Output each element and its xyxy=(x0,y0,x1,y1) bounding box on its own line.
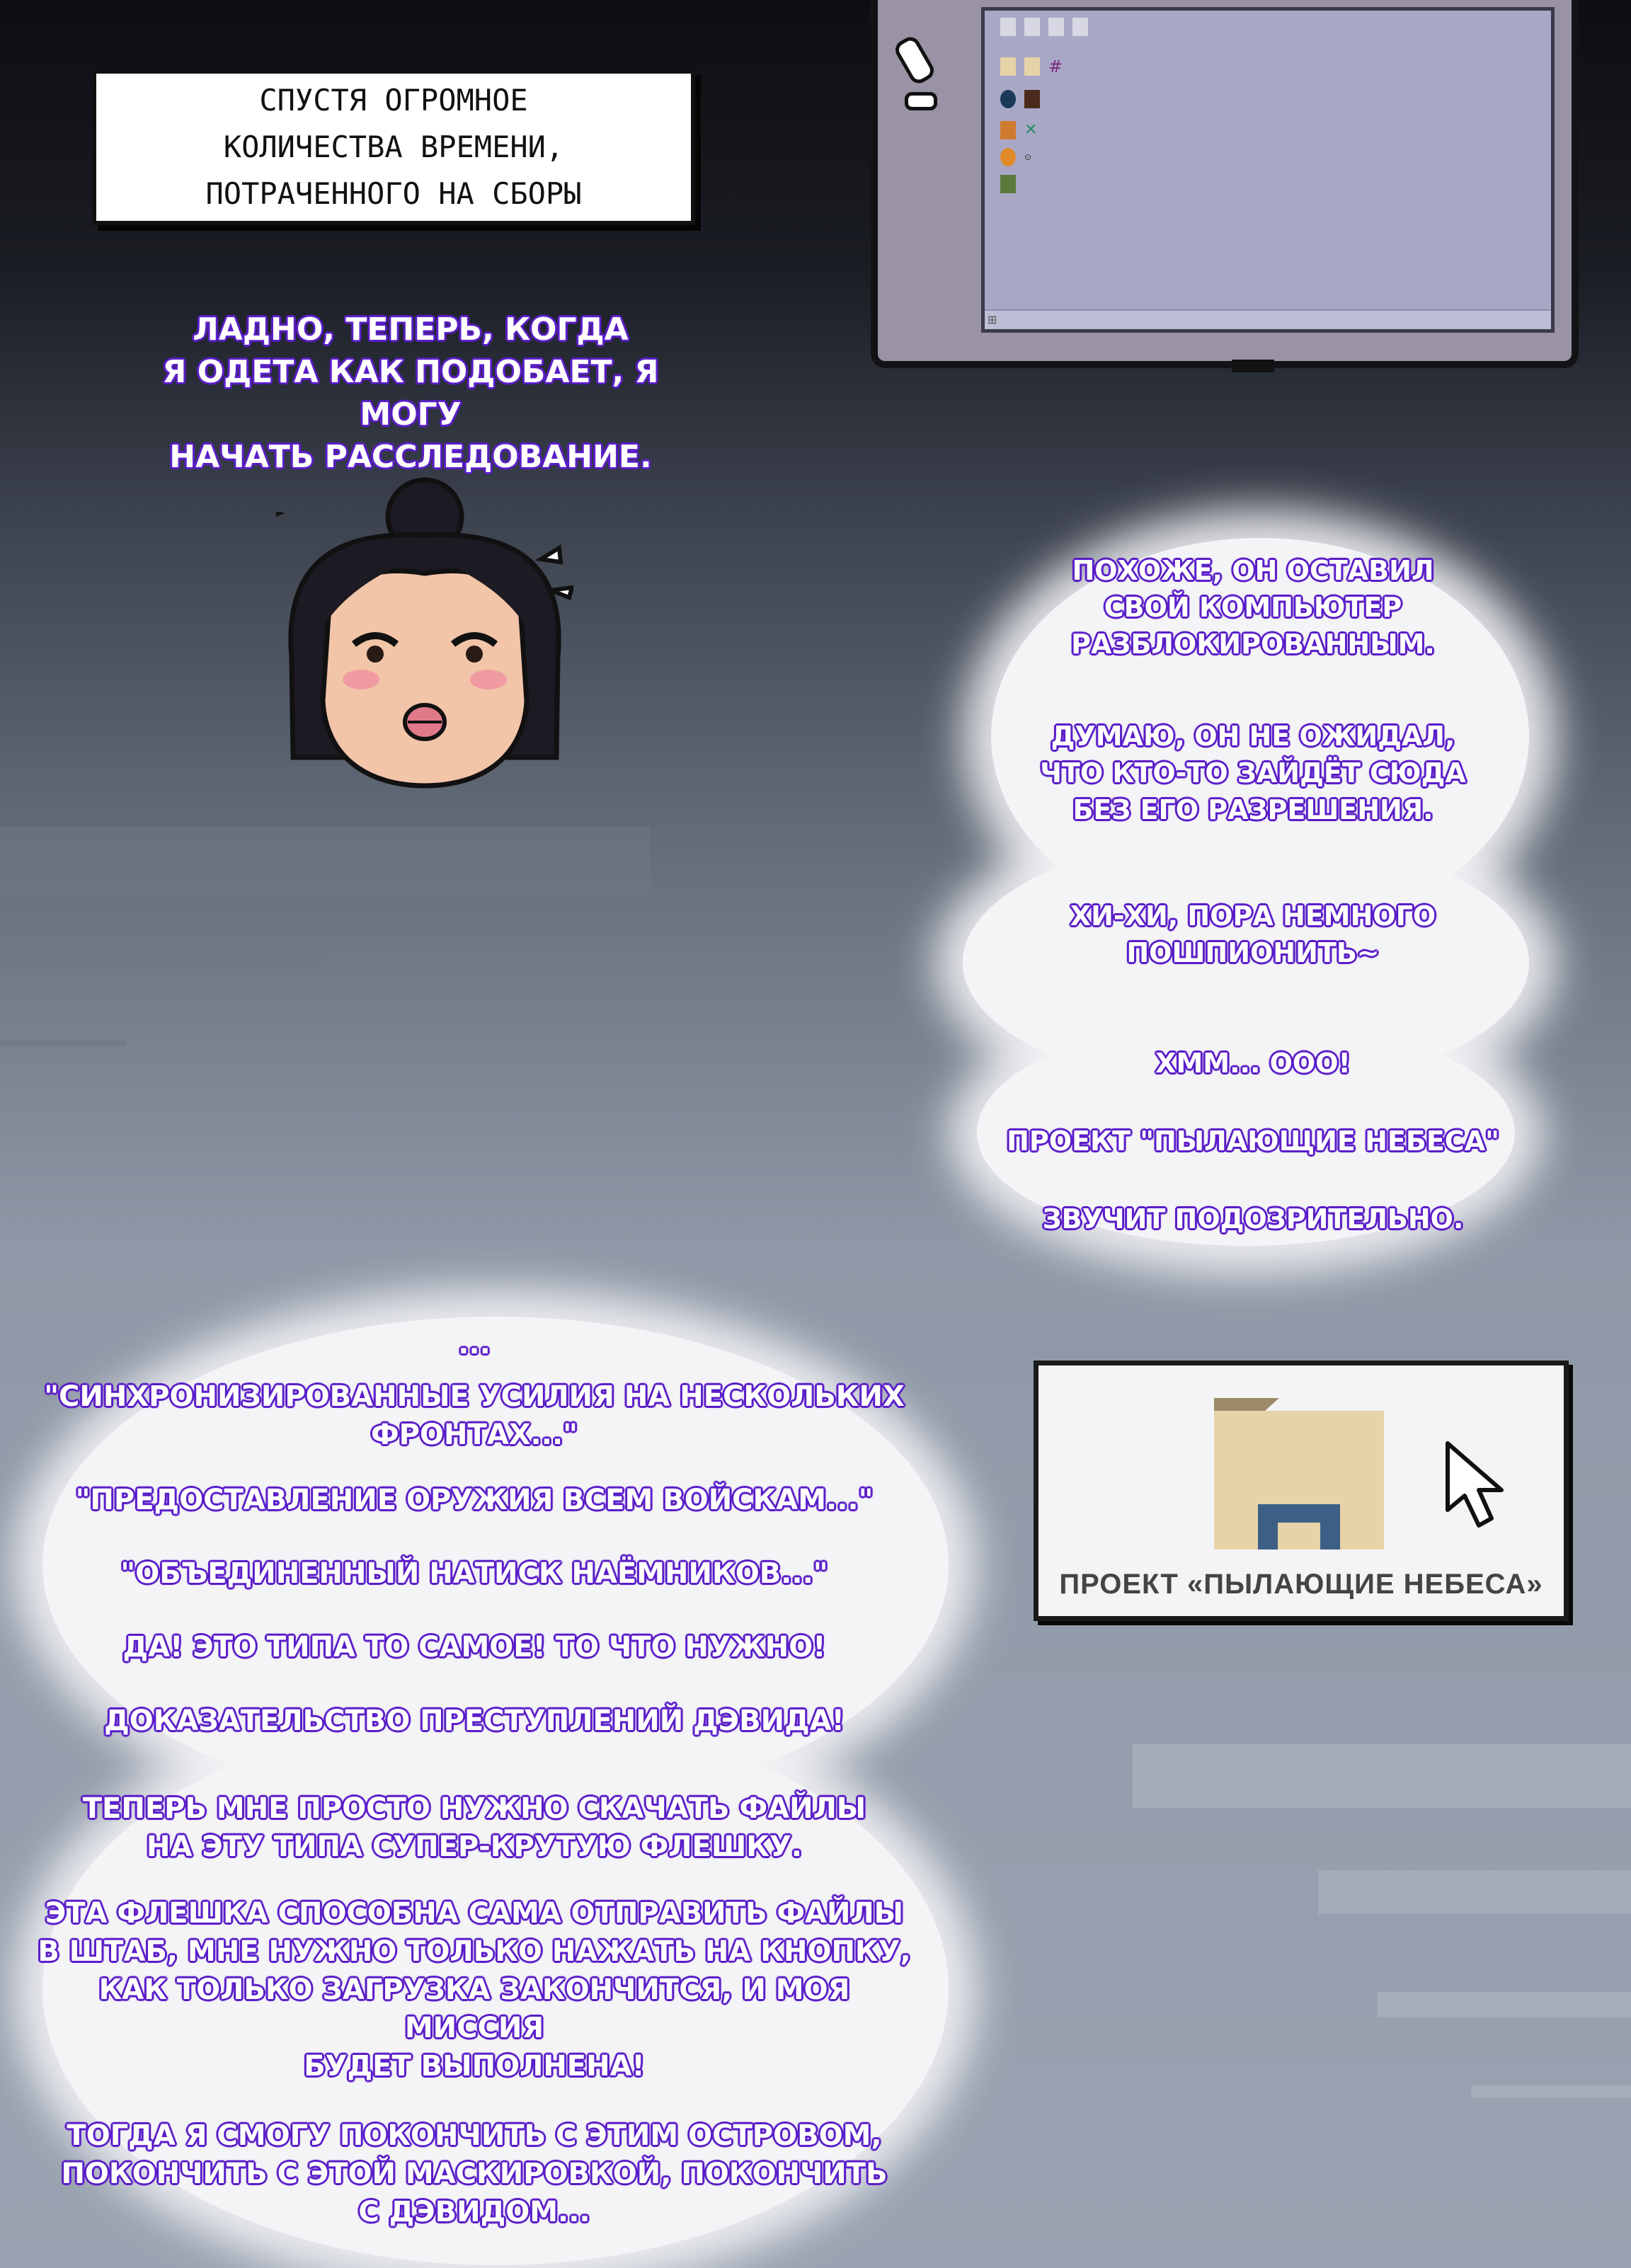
start-icon: ⊞ xyxy=(988,313,997,326)
bg-stripe xyxy=(0,1039,126,1046)
folder-label: ПРОЕКТ «ПЫЛАЮЩИЕ НЕБЕСА» xyxy=(1059,1569,1543,1600)
slack-icon: # xyxy=(1048,57,1063,76)
bg-stripe xyxy=(1471,2085,1631,2098)
bg-stripe xyxy=(1133,1744,1631,1808)
monitor-button xyxy=(905,92,937,110)
left-speech xyxy=(28,1325,920,2231)
character-face xyxy=(276,467,573,793)
speech-line: ПОШПИОНИТЬ~ xyxy=(1126,937,1380,968)
monitor-button xyxy=(892,33,937,86)
taskbar xyxy=(985,309,1551,329)
speech-line: ТЕПЕРЬ МНЕ ПРОСТО НУЖНО СКАЧАТЬ ФАЙЛЫ xyxy=(82,1792,866,1825)
top-speech xyxy=(113,309,708,479)
speech-line: "ОБЪЕДИНЕННЫЙ НАТИСК НАЁМНИКОВ..." xyxy=(120,1557,828,1590)
speech-line: ДУМАЮ, ОН НЕ ОЖИДАЛ, xyxy=(1051,721,1455,752)
narration-caption xyxy=(92,69,695,225)
speech-line: БУДЕТ ВЫПОЛНЕНА! xyxy=(304,2050,645,2083)
folder-card[interactable] xyxy=(1034,1361,1569,1621)
bg-stripe xyxy=(0,827,650,896)
speech-line: ЭТА ФЛЕШКА СПОСОБНА САМА ОТПРАВИТЬ ФАЙЛЫ xyxy=(45,1897,904,1930)
desktop-icon xyxy=(1048,18,1064,36)
speech-line: ПРОЕКТ "ПЫЛАЮЩИЕ НЕБЕСА" xyxy=(1007,1126,1499,1157)
steam-icon xyxy=(1000,90,1016,108)
mouse-pointer-icon xyxy=(1441,1439,1526,1531)
app-icon xyxy=(1000,121,1016,139)
speech-line: ДОКАЗАТЕЛЬСТВО ПРЕСТУПЛЕНИЙ ДЭВИДА! xyxy=(104,1705,845,1737)
bg-stripe xyxy=(1378,1992,1631,2017)
folder-icon[interactable] xyxy=(1208,1398,1392,1554)
speech-line: Я ОДЕТА КАК ПОДОБАЕТ, Я МОГУ xyxy=(162,354,659,433)
game-icon xyxy=(1024,90,1040,108)
speech-line: НА ЭТУ ТИПА СУПЕР-КРУТУЮ ФЛЕШКУ. xyxy=(146,1831,802,1863)
computer-monitor xyxy=(871,0,1579,368)
speech-line: ФРОНТАХ..." xyxy=(371,1419,578,1451)
speech-line: ПОКОНЧИТЬ С ЭТОЙ МАСКИРОВКОЙ, ПОКОНЧИТЬ xyxy=(61,2158,888,2190)
desktop-icon xyxy=(1024,18,1040,36)
speech-line: "ПРЕДОСТАВЛЕНИЕ ОРУЖИЯ ВСЕМ ВОЙСКАМ..." xyxy=(75,1484,874,1516)
folder-icon xyxy=(1024,57,1040,76)
bg-stripe xyxy=(0,949,321,968)
bg-stripe xyxy=(1318,1870,1631,1914)
skull-icon: ✕ xyxy=(1024,121,1038,139)
speech-line: БЕЗ ЕГО РАЗРЕШЕНИЯ. xyxy=(1072,794,1433,825)
speech-line: С ДЭВИДОМ... xyxy=(358,2196,590,2228)
monitor-stand xyxy=(1232,360,1274,372)
speech-line: ДА! ЭТО ТИПА ТО САМОЕ! ТО ЧТО НУЖНО! xyxy=(122,1631,826,1663)
speech-line: РАЗБЛОКИРОВАННЫМ. xyxy=(1071,629,1435,660)
speech-line: НАЧАТЬ РАССЛЕДОВАНИЕ. xyxy=(169,439,652,475)
speech-line: ПОХОЖЕ, ОН ОСТАВИЛ xyxy=(1072,555,1434,586)
speech-line: ТОГДА Я СМОГУ ПОКОНЧИТЬ С ЭТИМ ОСТРОВОМ, xyxy=(67,2119,882,2152)
caption-text: СПУСТЯ ОГРОМНОЕ КОЛИЧЕСТВА ВРЕМЕНИ, ПОТРАЧЕННОГО НА СБОРЫ xyxy=(205,83,582,211)
desktop-icon xyxy=(1000,18,1016,36)
speech-line: ... xyxy=(458,1328,491,1361)
desktop-screen xyxy=(981,7,1555,333)
app-icon: ⊙ xyxy=(1024,152,1032,162)
speech-line: ЛАДНО, ТЕПЕРЬ, КОГДА xyxy=(193,311,629,348)
speech-line: В ШТАБ, МНЕ НУЖНО ТОЛЬКО НАЖАТЬ НА КНОПКУ, xyxy=(38,1935,911,1968)
speech-line: ХИ-ХИ, ПОРА НЕМНОГО xyxy=(1070,900,1436,932)
speech-line: ЧТО КТО-ТО ЗАЙДЁТ СЮДА xyxy=(1040,757,1466,789)
speech-line: СВОЙ КОМПЬЮТЕР xyxy=(1104,592,1402,623)
minecraft-icon xyxy=(1000,175,1016,193)
speech-line: "СИНХРОНИЗИРОВАННЫЕ УСИЛИЯ НА НЕСКОЛЬКИХ xyxy=(44,1380,905,1413)
right-speech xyxy=(949,552,1557,1237)
desktop-icon xyxy=(1072,18,1088,36)
speech-line: ХММ... ООО! xyxy=(1155,1048,1351,1079)
speech-line: ЗВУЧИТ ПОДОЗРИТЕЛЬНО. xyxy=(1042,1203,1464,1235)
folder-icon xyxy=(1000,57,1016,76)
firefox-icon xyxy=(1000,148,1016,166)
speech-line: КАК ТОЛЬКО ЗАГРУЗКА ЗАКОНЧИТСЯ, И МОЯ МИССИЯ xyxy=(98,1974,850,2044)
